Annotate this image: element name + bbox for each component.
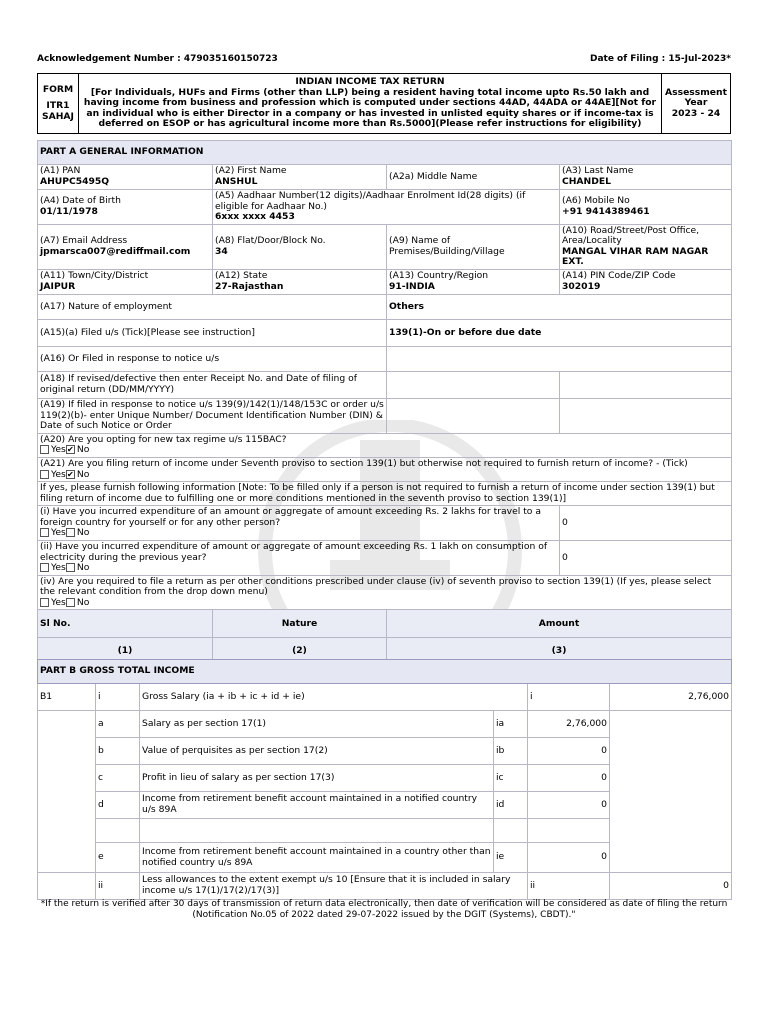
- other-yes-checkbox[interactable]: [40, 598, 49, 607]
- travel-yes-checkbox[interactable]: [40, 528, 49, 537]
- pan-cell: [38, 165, 213, 190]
- din-label: (A19) If filed in response to notice u/s 139(9)/142(1)/148/153C or order u/s 119(2)(b)- enter Unique Number/ Document Identification Number (DIN) & Date of such Notice or Order: [38, 399, 387, 434]
- electricity-yes-checkbox[interactable]: [40, 563, 49, 572]
- pin-label: (A14) PIN Code/ZIP Code: [562, 270, 676, 282]
- travel-question: [38, 506, 560, 541]
- less-allowances-label: Less allowances to the extent exempt u/s 10 [Ensure that it is included in salary income u/s 17(1)/17(2)/17(3)]: [140, 873, 528, 900]
- form-header: [37, 73, 731, 134]
- electricity-no-checkbox[interactable]: [66, 563, 75, 572]
- row-b-label: Value of perquisites as per section 17(2): [140, 738, 494, 765]
- less-index: ii: [96, 873, 140, 900]
- pin-value: 302019: [562, 281, 601, 293]
- part-a-title: PART A GENERAL INFORMATION: [38, 141, 732, 165]
- gross-index: i: [96, 684, 140, 711]
- gross-salary-label: Gross Salary (ia + ib + ic + id + ie): [140, 684, 528, 711]
- mobile-label: (A6) Mobile No: [562, 195, 630, 207]
- seventh-proviso-label: (A21) Are you filing return of income under Seventh proviso to section 139(1) but otherwise not required to furnish return of income? - (Tick): [40, 457, 688, 469]
- row-e-value: 0: [528, 843, 610, 873]
- proviso-no-checkbox[interactable]: ✔: [66, 469, 74, 479]
- premises-label: (A9) Name of Premises/Building/Village: [389, 235, 505, 257]
- first-name-cell: [213, 165, 387, 190]
- road-label: (A10) Road/Street/Post Office, Area/Locality: [562, 224, 700, 247]
- country-cell: [387, 270, 560, 295]
- revised-receipt: [387, 372, 560, 399]
- less-spacer: [38, 873, 96, 900]
- middle-name-label: (A2a) Middle Name: [389, 170, 478, 182]
- employment-value: Others: [387, 295, 732, 320]
- pin-cell: [560, 270, 732, 295]
- part-b-table: [37, 659, 732, 900]
- first-name-value: ANSHUL: [215, 176, 258, 187]
- aadhaar-cell: [213, 190, 560, 225]
- proviso-yes-checkbox[interactable]: [40, 470, 49, 479]
- employment-label: (A17) Nature of employment: [38, 295, 387, 320]
- blank-code: [494, 819, 528, 843]
- electricity-question-text: (ii) Have you incurred expenditure of amount or aggregate of amount exceeding Rs. 1 lakh on consumption of electricity during the previous year?: [40, 540, 548, 563]
- row-a-key: a: [96, 711, 140, 738]
- dob-label: (A4) Date of Birth: [40, 195, 121, 207]
- dob-value: 01/11/1978: [40, 205, 98, 217]
- other-no-checkbox[interactable]: [66, 598, 75, 607]
- country-label: (A13) Country/Region: [389, 270, 489, 282]
- row-e-label: Income from retirement benefit account maintained in a country other than notified country u/s 89A: [140, 843, 494, 873]
- aadhaar-label: (A5) Aadhaar Number(12 digits)/Aadhaar Enrolment Id(28 digits) (if eligible for Aadhaar No.): [215, 190, 526, 212]
- last-name-label: (A3) Last Name: [562, 165, 634, 177]
- row-e-key: e: [96, 843, 140, 873]
- part-b-title: PART B GROSS TOTAL INCOME: [38, 660, 732, 684]
- col-2: (2): [213, 638, 387, 665]
- form-name: ITR1: [46, 100, 70, 112]
- country-value: 91-INDIA: [389, 281, 435, 293]
- new-regime-no-checkbox[interactable]: ✔: [66, 445, 74, 455]
- no-label: No: [76, 562, 90, 574]
- col-3: (3): [387, 638, 732, 665]
- state-value: 27-Rajasthan: [215, 281, 284, 293]
- din-date: [560, 399, 732, 434]
- ack-number: Acknowledgement Number : 479035160150723: [37, 54, 278, 64]
- blank-label: [140, 819, 494, 843]
- state-cell: [213, 270, 387, 295]
- town-label: (A11) Town/City/District: [40, 270, 149, 282]
- filing-date: Date of Filing : 15-Jul-2023*: [589, 54, 731, 64]
- email-cell: [38, 224, 213, 269]
- yes-label: Yes: [51, 468, 66, 480]
- email-label: (A7) Email Address: [40, 235, 128, 247]
- seventh-proviso-cell: [38, 457, 732, 481]
- travel-amount: 0: [560, 506, 732, 541]
- electricity-amount: 0: [560, 540, 732, 575]
- sl-no-header: Sl No.: [38, 610, 213, 638]
- footer-note: *If the return is verified after 30 days of transmission of return data electronically, then date of verification will be considered as date of filing the return (Notification No.05 of 2022 dated 29-07-2022 issued by the DGIT (Systems), CBDT).": [40, 899, 728, 920]
- other-conditions-text: (iv) Are you required to file a return as per other conditions prescribed under clause (iv) of seventh proviso to section 139(1) (If yes, please select the relevant condition from the drop down menu): [40, 575, 712, 598]
- right-spacer: [610, 711, 732, 873]
- travel-no-checkbox[interactable]: [66, 528, 75, 537]
- travel-question-text: (i) Have you incurred expenditure of an amount or aggregate of amount exceeding Rs. 2 lakhs for travel to a foreign country for yourself or for any other person?: [40, 506, 541, 528]
- new-regime-cell: [38, 433, 732, 457]
- pan-label: (A1) PAN: [40, 165, 81, 177]
- no-label: No: [76, 527, 90, 539]
- row-c-label: Profit in lieu of salary as per section 17(3): [140, 765, 494, 792]
- last-name-value: CHANDEL: [562, 176, 611, 187]
- less-allowances-code: ii: [528, 873, 610, 900]
- flat-cell: [213, 224, 387, 269]
- form-id: [38, 74, 79, 134]
- flat-label: (A8) Flat/Door/Block No.: [215, 235, 326, 247]
- row-d-value: 0: [528, 792, 610, 819]
- yes-label: Yes: [51, 562, 66, 574]
- email-value: jpmarsca007@rediffmail.com: [40, 245, 191, 257]
- aadhaar-value: 6xxx xxxx 4453: [215, 211, 295, 223]
- electricity-question: [38, 540, 560, 575]
- middle-name-cell: [387, 165, 560, 190]
- col-1: (1): [38, 638, 213, 665]
- no-label: No: [76, 444, 90, 456]
- no-label: No: [76, 468, 90, 480]
- din-value: [387, 399, 560, 434]
- assessment-year: [662, 74, 731, 134]
- row-a-value: 2,76,000: [528, 711, 610, 738]
- row-d-label: Income from retirement benefit account maintained in a notified country u/s 89A: [140, 792, 494, 819]
- nature-header: Nature: [213, 610, 387, 638]
- state-label: (A12) State: [215, 270, 268, 282]
- form-sub: SAHAJ: [42, 110, 74, 122]
- ay-label: Assessment Year: [665, 86, 727, 109]
- notice-label: (A16) Or Filed in response to notice u/s: [38, 347, 387, 372]
- notice-value: [387, 347, 732, 372]
- other-conditions-question: [38, 575, 732, 610]
- b1-code: B1: [38, 684, 96, 711]
- new-regime-label: (A20) Are you opting for new tax regime u/s 115BAC?: [40, 433, 287, 445]
- proviso-note: If yes, please furnish following information [Note: To be filled only if a person is not required to furnish a return of income under section 139(1) but filing return of income due to fulfilling one or more conditions mentioned in the seventh proviso to section 139(1)]: [38, 482, 732, 506]
- premises-cell: [387, 224, 560, 269]
- town-value: JAIPUR: [40, 281, 76, 293]
- blank-value: [528, 819, 610, 843]
- form-desc: [For Individuals, HUFs and Firms (other than LLP) being a resident having total income upto Rs.50 lakh and having income from business and profession which is computed under sections 44AD, 44ADA or 44AE][Not for an individual who is either Director in a company or has invested in unlisted equity shares or if income-tax is deferred on ESOP or has agricultural income more than Rs.5000](Please refer instructions for eligibility): [83, 86, 657, 130]
- row-d-code: id: [494, 792, 528, 819]
- form-title: INDIAN INCOME TAX RETURN: [295, 76, 445, 88]
- town-cell: [38, 270, 213, 295]
- road-cell: [560, 224, 732, 269]
- flat-value: 34: [215, 245, 228, 257]
- pan-value: AHUPC5495Q: [40, 176, 110, 187]
- no-label: No: [76, 596, 90, 608]
- road-value: MANGAL VIHAR RAM NAGAR EXT.: [562, 245, 709, 268]
- row-d-key: d: [96, 792, 140, 819]
- first-name-label: (A2) First Name: [215, 165, 287, 177]
- row-b-value: 0: [528, 738, 610, 765]
- yes-label: Yes: [51, 444, 66, 456]
- yes-label: Yes: [51, 527, 66, 539]
- amount-header: Amount: [387, 610, 732, 638]
- ack-bar: [37, 54, 731, 64]
- row-c-key: c: [96, 765, 140, 792]
- mobile-value: +91 9414389461: [562, 205, 650, 217]
- less-allowances-value: 0: [610, 873, 732, 900]
- row-a-code: ia: [494, 711, 528, 738]
- new-regime-yes-checkbox[interactable]: [40, 445, 49, 454]
- yes-label: Yes: [51, 596, 66, 608]
- row-b-code: ib: [494, 738, 528, 765]
- mobile-cell: [560, 190, 732, 225]
- dob-cell: [38, 190, 213, 225]
- row-c-code: ic: [494, 765, 528, 792]
- form-label: FORM: [42, 83, 74, 95]
- blank-key: [96, 819, 140, 843]
- ay-value: 2023 - 24: [671, 107, 721, 119]
- row-a-label: Salary as per section 17(1): [140, 711, 494, 738]
- gross-salary-code: i: [528, 684, 610, 711]
- gross-salary-value: 2,76,000: [610, 684, 732, 711]
- filed-us-value: 139(1)-On or before due date: [387, 320, 732, 347]
- last-name-cell: [560, 165, 732, 190]
- row-b-key: b: [96, 738, 140, 765]
- row-e-code: ie: [494, 843, 528, 873]
- revised-label: (A18) If revised/defective then enter Receipt No. and Date of filing of original return (DD/MM/YYYY): [38, 372, 387, 399]
- revised-date: [560, 372, 732, 399]
- filed-us-label: (A15)(a) Filed u/s (Tick)[Please see instruction]: [38, 320, 387, 347]
- b1-spacer: [38, 711, 96, 873]
- part-a-table: [37, 140, 732, 665]
- form-title-cell: [79, 74, 662, 134]
- row-c-value: 0: [528, 765, 610, 792]
